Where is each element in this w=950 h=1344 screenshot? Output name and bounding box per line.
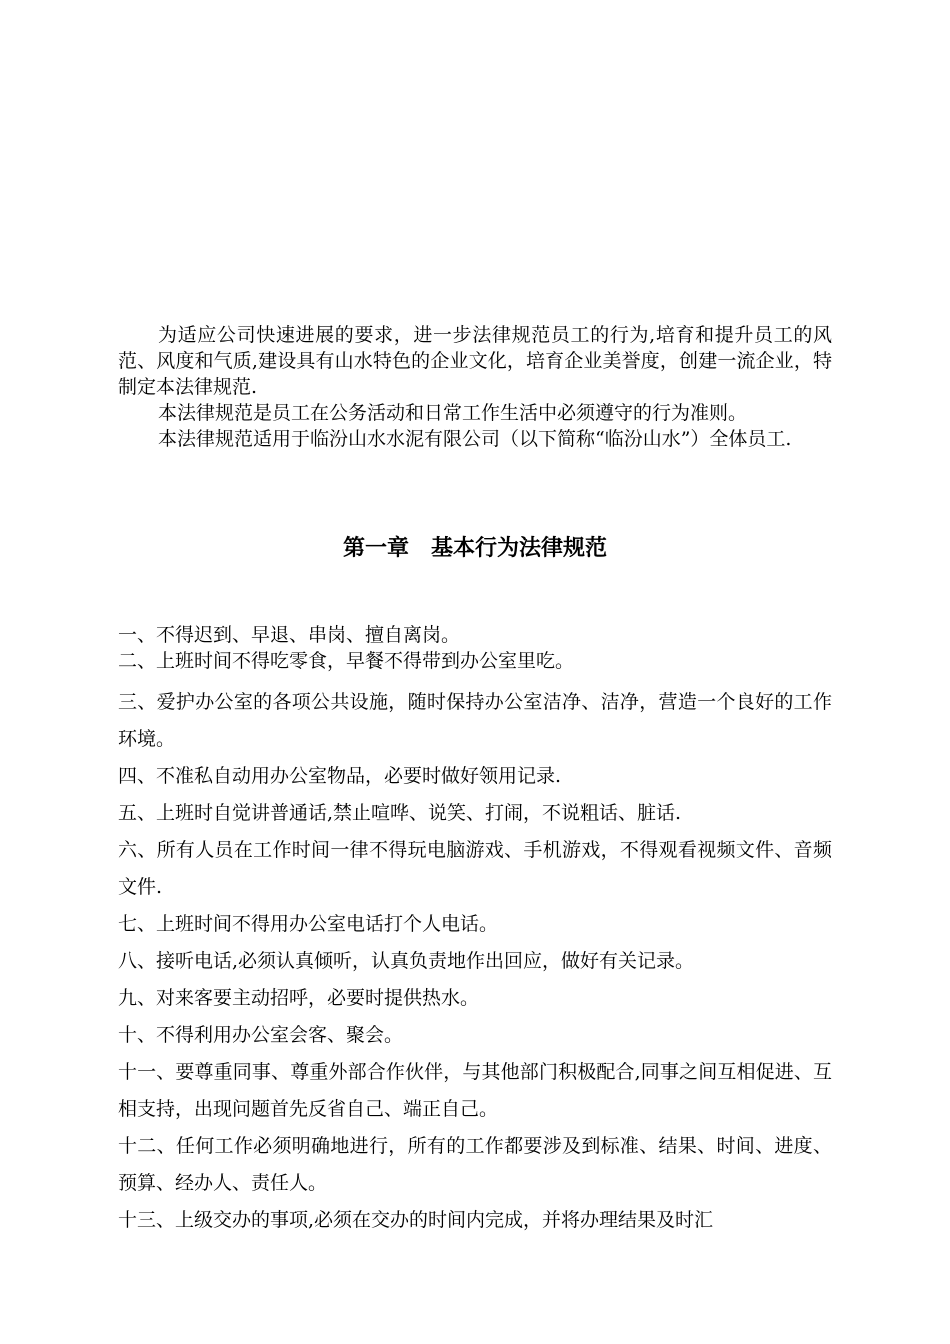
intro-paragraph: 为适应公司快速进展的要求，进一步法律规范员工的行为,培育和提升员工的风范、风度和气质,建设具有山水特色的企业文化，培育企业美誉度，创建一流企业，特制定本法律规范. (118, 324, 832, 398)
rules-list (118, 622, 832, 1239)
rule-item: 九、对来客要主动招呼，必要时提供热水。 (118, 987, 480, 1009)
rule-item: 一、不得迟到、早退、串岗、擅自离岗。 (118, 624, 461, 646)
rule-item: 十二、任何工作必须明确地进行，所有的工作都要涉及到标准、结果、时间、进度、预算、经办人、责任人。 (118, 1135, 832, 1194)
intro-section (118, 322, 832, 452)
rule-item: 三、爱护办公室的各项公共设施，随时保持办公室洁净、洁净，营造一个良好的工作环境。 (118, 691, 832, 750)
intro-paragraph: 本法律规范是员工在公务活动和日常工作生活中必须遵守的行为准则。 (158, 402, 748, 424)
intro-paragraph: 本法律规范适用于临汾山水水泥有限公司（以下简称“临汾山水”）全体员工. (158, 428, 792, 450)
rule-item: 七、上班时间不得用办公室电话打个人电话。 (118, 913, 499, 935)
rule-item: 八、接听电话,必须认真倾听，认真负责地作出回应，做好有关记录。 (118, 950, 695, 972)
rule-item: 十一、要尊重同事、尊重外部合作伙伴，与其他部门积极配合,同事之间互相促进、互相支持，出现问题首先反省自己、端正自己。 (118, 1061, 832, 1120)
rule-item: 二、上班时间不得吃零食，早餐不得带到办公室里吃。 (118, 650, 575, 672)
rule-item: 十、不得利用办公室会客、聚会。 (118, 1024, 404, 1046)
rule-item: 六、所有人员在工作时间一律不得玩电脑游戏、手机游戏，不得观看视频文件、音频文件. (118, 839, 832, 898)
chapter-title: 第一章 基本行为法律规范 (342, 536, 607, 561)
rule-item: 五、上班时自觉讲普通话,禁止喧哗、说笑、打闹，不说粗话、脏话. (118, 802, 682, 824)
rule-item: 十三、上级交办的事项,必须在交办的时间内完成，并将办理结果及时汇 (118, 1209, 714, 1231)
rule-item: 四、不准私自动用办公室物品，必要时做好领用记录. (118, 765, 562, 787)
